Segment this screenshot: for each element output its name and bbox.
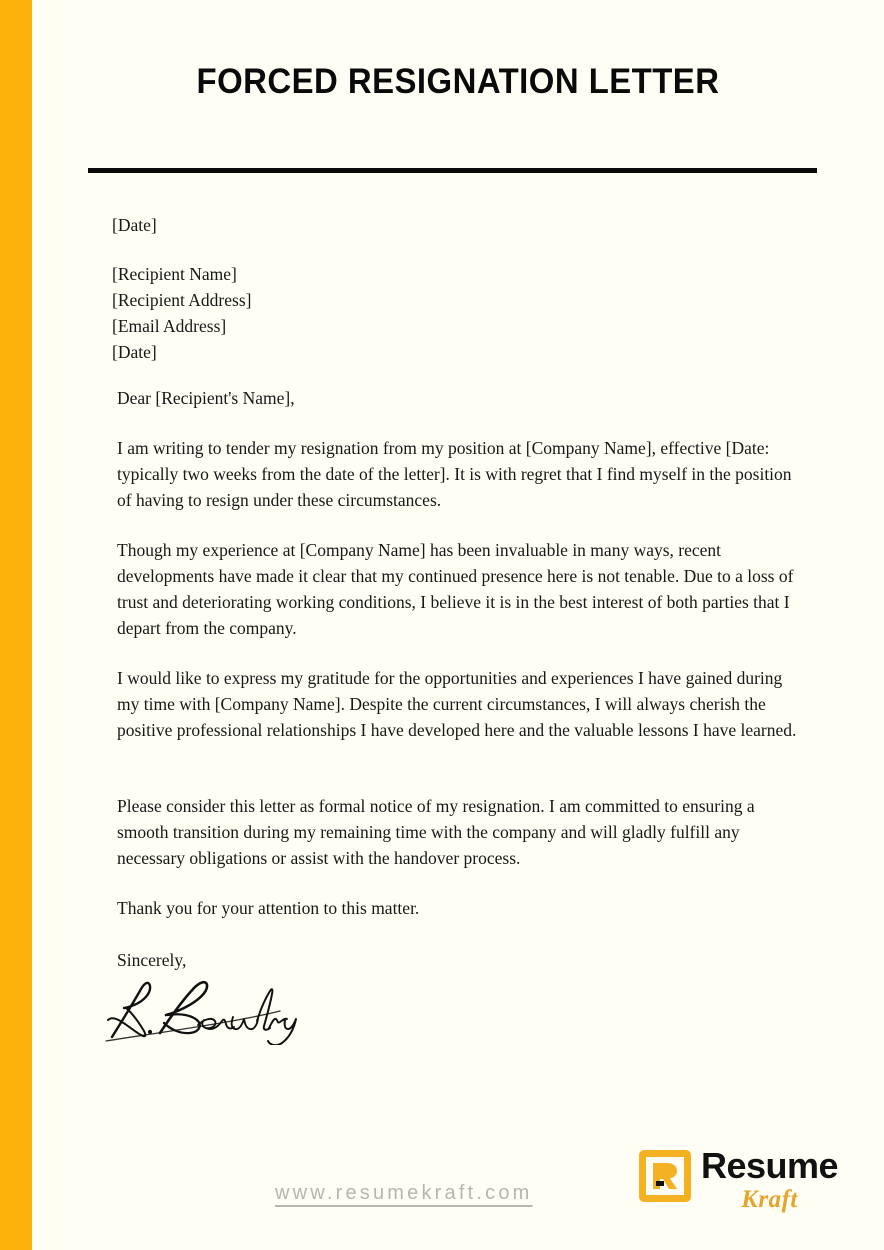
recipient-block bbox=[112, 261, 592, 365]
recipient-address: [Recipient Address] bbox=[112, 290, 252, 310]
letter-paragraph-2: Though my experience at [Company Name] has been invaluable in many ways, recent developments have made it clear that my continued presence here is not tenable. Due to a loss of trust and deteriorating working conditions, I believe it is in the best interest of both parties that I depart from the company. bbox=[117, 540, 794, 638]
letter-paragraph-5: Thank you for your attention to this matter. bbox=[117, 898, 420, 918]
logo-text-kraft: Kraft bbox=[741, 1186, 798, 1213]
footer-website-url[interactable]: www.resumekraft.com bbox=[275, 1182, 533, 1204]
logo-wordmark bbox=[701, 1145, 839, 1213]
letter-paragraph-4: Please consider this letter as formal notice of my resignation. I am committed to ensuring a smooth transition during my remaining time with the company and will gladly fulfill any necessary obligations or assist with the handover process. bbox=[117, 796, 755, 868]
recipient-date: [Date] bbox=[112, 342, 157, 362]
logo-mark-icon bbox=[639, 1150, 691, 1202]
salutation: Dear [Recipient's Name], bbox=[117, 388, 295, 408]
closing-line: Sincerely, bbox=[117, 950, 187, 970]
header-divider-rule bbox=[88, 168, 817, 173]
recipient-name: [Recipient Name] bbox=[112, 264, 237, 284]
letter-paragraph-1: I am writing to tender my resignation from my position at [Company Name], effective [Date: typically two weeks from the date of the letter]. It is with regret that I find myself in the position of having to resign under these circumstances. bbox=[117, 438, 792, 510]
resumekraft-logo[interactable] bbox=[639, 1145, 839, 1213]
letter-paragraph-3: I would like to express my gratitude for the opportunities and experiences I have gained during my time with [Company Name]. Despite the current circumstances, I will always cherish the positive professional relationships I have developed here and the valuable lessons I have learned. bbox=[117, 668, 797, 740]
page-title: FORCED RESIGNATION LETTER bbox=[196, 62, 720, 101]
recipient-email: [Email Address] bbox=[112, 316, 227, 336]
signature-image bbox=[100, 975, 300, 1045]
left-accent-bar bbox=[0, 0, 32, 1250]
letter-date-top: [Date] bbox=[112, 215, 157, 235]
logo-text-resume: Resume bbox=[701, 1145, 839, 1186]
